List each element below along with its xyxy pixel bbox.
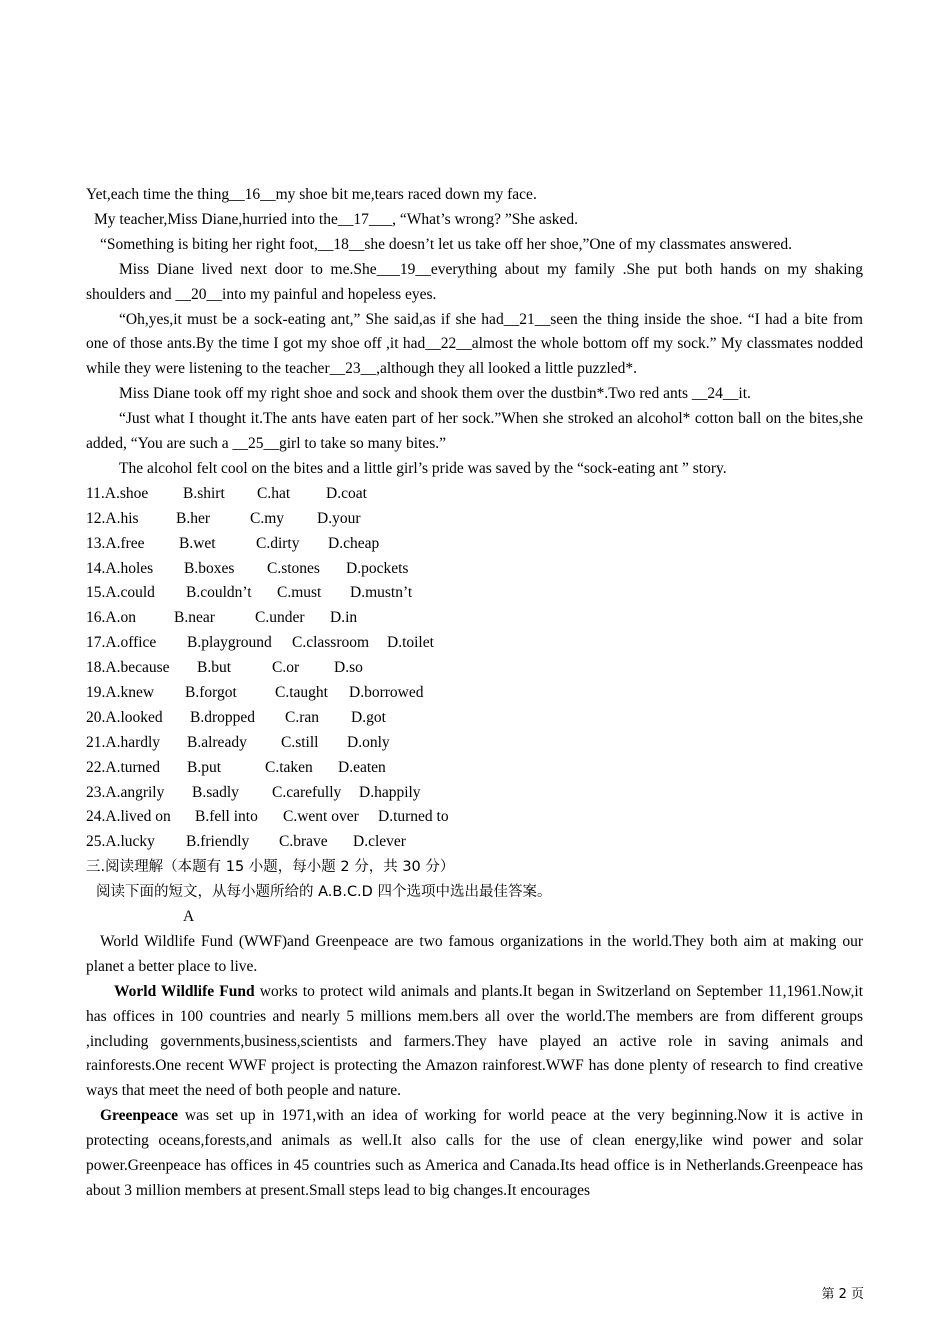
option-a: 13.A.free [86, 534, 145, 552]
passage-paragraph-ending: The alcohol felt cool on the bites and a little girl’s pride was saved by the “sock-eating ant ” story. [119, 459, 727, 477]
option-c: C.carefully [272, 783, 342, 801]
option-d: D.mustn’t [350, 584, 413, 602]
option-b: B.put [187, 758, 222, 776]
option-b: B.playground [187, 634, 272, 652]
option-c: C.classroom [292, 634, 370, 652]
options-list [86, 482, 863, 855]
reading-wwf-paragraph [86, 980, 863, 1105]
option-b: B.wet [179, 534, 216, 552]
wwf-heading: World Wildlife Fund [114, 982, 255, 1000]
option-c: C.my [250, 509, 285, 527]
option-row-12 [86, 507, 863, 532]
option-a: 19.A.knew [86, 684, 155, 701]
option-d: D.cheap [328, 534, 380, 552]
option-a: 17.A.office [86, 634, 157, 652]
option-c: C.hat [257, 484, 291, 502]
option-a: 12.A.his [86, 509, 139, 527]
passage-paragraph-19-20: Miss Diane lived next door to me.She___19__everything about my family .She put both hands on my shaking shoulders and __20__into my painful and hopeless eyes. [86, 260, 863, 303]
option-b: B.but [197, 659, 232, 677]
option-d: D.toilet [387, 634, 434, 652]
option-row-11 [86, 482, 863, 507]
option-row-25 [86, 830, 863, 855]
passage-line-16: Yet,each time the thing__16__my shoe bit me,tears raced down my face. [86, 186, 537, 203]
option-row-24 [86, 805, 863, 830]
option-row-17 [86, 631, 863, 656]
option-c: C.taught [275, 684, 328, 701]
option-d: D.only [347, 733, 390, 751]
option-a: 11.A.shoe [86, 484, 149, 502]
option-b: B.couldn’t [186, 584, 252, 602]
page-content [86, 183, 863, 1204]
option-a: 21.A.hardly [86, 733, 161, 751]
option-b: B.boxes [184, 559, 235, 577]
reading-intro-paragraph: World Wildlife Fund (WWF)and Greenpeace are two famous organizations in the world.They both aim at making our planet a better place to live. [86, 932, 863, 975]
passage-paragraph-24: Miss Diane took off my right shoe and sock and shook them over the dustbin*.Two red ants __24__it. [119, 385, 751, 403]
option-a: 16.A.on [86, 609, 136, 627]
option-c: C.stones [267, 559, 320, 577]
option-d: D.turned to [378, 808, 449, 826]
option-b: B.sadly [192, 783, 239, 801]
option-row-21 [86, 731, 863, 756]
option-b: B.shirt [183, 484, 225, 502]
option-c: C.taken [265, 758, 313, 776]
option-b: B.dropped [190, 708, 256, 726]
option-c: C.brave [279, 833, 328, 851]
option-b: B.already [187, 733, 247, 751]
option-a: 22.A.turned [86, 758, 161, 776]
option-b: B.her [176, 509, 211, 527]
passage-label-a: A [183, 908, 195, 926]
option-d: D.clever [353, 833, 406, 851]
option-d: D.borrowed [349, 684, 424, 701]
option-a: 25.A.lucky [86, 833, 155, 851]
passage-line-18: “Something is biting her right foot,__18__she doesn’t let us take off her shoe,”One of my classmates answered. [100, 235, 793, 253]
option-c: C.ran [285, 708, 320, 726]
option-c: C.still [281, 733, 319, 751]
option-d: D.happily [359, 783, 421, 801]
option-row-20 [86, 706, 863, 731]
greenpeace-heading: Greenpeace [100, 1107, 179, 1125]
option-row-16 [86, 606, 863, 631]
reading-greenpeace-paragraph [86, 1104, 863, 1204]
option-row-14 [86, 557, 863, 582]
wwf-text: works to protect wild animals and plants.It began in Switzerland on September 11,1961.Now,it has offices in 100 countries and nearly 5 millions mem.bers all over the world.The members are from different groups ,including governments,business,scientists and farmers.They have played an active role in saving animals and rainforests.One recent WWF project is protecting the Amazon rainforest.WWF has done plenty of research to find creative ways that meet the need of both people and nature. [86, 982, 863, 1100]
option-a: 23.A.angrily [86, 783, 165, 801]
option-a: 18.A.because [86, 659, 170, 677]
greenpeace-text: was set up in 1971,with an idea of working for world peace at the very beginning.Now it is active in protecting oceans,forests,and animals as well.It also calls for the use of clean energy,like wind power and solar power.Greenpeace has offices in 45 countries such as America and Canada.Its head office is in Netherlands.Greenpeace has about 3 million members at present.Small steps lead to big changes.It encourages [86, 1107, 863, 1200]
option-d: D.your [317, 509, 361, 527]
option-b: B.forgot [185, 684, 237, 701]
option-d: D.in [330, 609, 358, 627]
option-row-22 [86, 756, 863, 781]
passage-paragraph-25: “Just what I thought it.The ants have eaten part of her sock.”When she stroked an alcohol* cotton ball on the bites,she added, “You are such a __25__girl to take so many bites.” [86, 410, 863, 453]
option-a: 14.A.holes [86, 559, 154, 577]
option-row-15 [86, 581, 863, 606]
option-a: 20.A.looked [86, 708, 163, 726]
passage-paragraph-21-23: “Oh,yes,it must be a sock-eating ant,” She said,as if she had__21__seen the thing inside the shoe. “I had a bite from one of those ants.By the time I got my shoe off ,it had__22__almost the whole bottom off my sock.” My classmates nodded while they were listening to the teacher__23__,although they all looked a little puzzled*. [86, 310, 863, 378]
option-c: C.under [255, 609, 305, 627]
option-b: B.near [174, 609, 215, 627]
option-d: D.so [334, 659, 363, 677]
option-b: B.fell into [195, 808, 258, 826]
option-c: C.dirty [256, 534, 300, 552]
section-three-title: 三.阅读理解（本题有 15 小题，每小题 2 分，共 30 分） [86, 859, 455, 876]
option-d: D.coat [326, 484, 367, 502]
option-row-18 [86, 656, 863, 681]
option-a: 24.A.lived on [86, 808, 171, 826]
option-a: 15.A.could [86, 584, 155, 602]
page-number: 第 2 页 [821, 1287, 864, 1302]
option-d: D.eaten [338, 758, 386, 776]
option-c: C.must [277, 584, 322, 602]
passage-line-17: My teacher,Miss Diane,hurried into the__17___, “What’s wrong? ”She asked. [94, 210, 579, 228]
option-d: D.pockets [346, 559, 409, 577]
option-row-23 [86, 781, 863, 806]
option-row-19 [86, 681, 863, 706]
option-d: D.got [351, 708, 386, 726]
section-three-instruction: 阅读下面的短文，从每小题所给的 A.B.C.D 四个选项中选出最佳答案。 [96, 884, 552, 901]
option-c: C.or [272, 659, 300, 677]
option-row-13 [86, 532, 863, 557]
option-c: C.went over [283, 808, 359, 826]
option-b: B.friendly [186, 833, 250, 851]
